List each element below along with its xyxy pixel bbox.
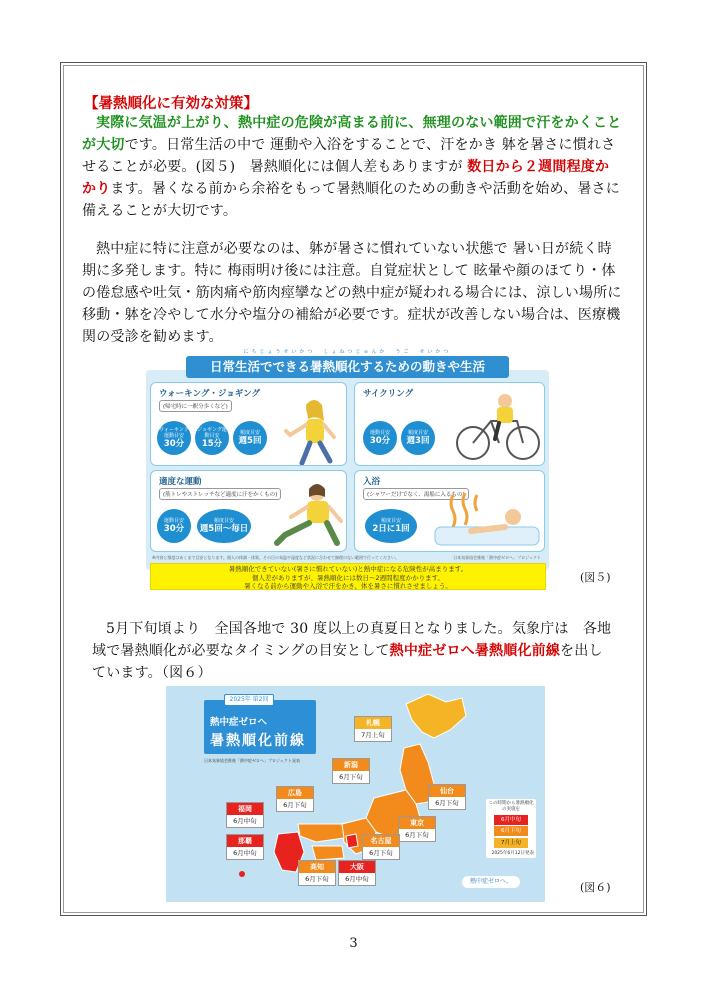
fig5-yellow-line-1: 暑熱順化できていない(暑さに慣れていない)と熱中症になる危険性が高まります。 (228, 565, 468, 573)
fig5-yellow-box (150, 563, 546, 590)
exercise-c1-value: 30分 (163, 523, 185, 534)
walking-note: (帰宅時に一駅分歩くなど) (159, 400, 232, 412)
bath-c1-label: 頻度目安 (380, 517, 401, 524)
fig6-logo: 熱中症ゼロへ。 (462, 876, 520, 888)
cycling-c1-label: 運動目安 (369, 429, 390, 436)
walking-c2-label: ジョギング運動目安 (197, 426, 227, 439)
city-hiroshima: 広島 6月下旬 (276, 786, 314, 812)
p1-green-text: 実際に気温が上がり、熱中症の危険が高まる前に、無理のない範囲で汗をかくことが大切 (82, 115, 622, 153)
walking-circle-2 (195, 421, 229, 455)
fig6-source: 日本気象協会推進「熱中症ゼロへ」プロジェクト発表 (204, 758, 300, 763)
cycling-c1-value: 30分 (369, 435, 391, 446)
walking-c3-label: 頻度目安 (239, 429, 260, 436)
cycling-card (354, 382, 545, 466)
fig5-credit: 日本気象協会推進「熱中症ゼロへ」プロジェクト (453, 555, 541, 560)
city-fukuoka: 福岡 6月中旬 (226, 802, 264, 828)
walking-title: ウォーキング・ジョギング (159, 389, 260, 399)
walking-c3-value: 週5回 (238, 435, 262, 446)
fig5-yellow-line-3: 暑くなる前から運動や入浴で汗をかき、体を暑さに慣れさせましょう。 (244, 582, 452, 590)
stretching-woman-illustration (271, 477, 347, 551)
legend-item-mid-june: 6月中旬 (494, 815, 528, 825)
bath-note: (シャワーだけでなく、湯船に入るもの) (363, 488, 469, 500)
city-tokyo: 東京 6月下旬 (398, 816, 436, 842)
bath-title: 入浴 (363, 477, 381, 487)
exercise-title: 適度な運動 (159, 477, 202, 487)
fig5-title-block (186, 348, 509, 380)
walking-c1-label: ウォーキング運動目安 (159, 426, 189, 439)
paragraph-3 (92, 618, 612, 684)
city-nagoya: 名古屋 6月下旬 (362, 834, 400, 860)
walking-c2-value: 15分 (201, 438, 223, 449)
cycling-circle-1 (363, 421, 397, 455)
walking-card (150, 382, 347, 466)
bathtub-illustration (431, 487, 543, 551)
fig5-yellow-line-2: 個人差がありますが、暑熱順化には数日～2週間程度かかります。 (251, 573, 445, 582)
fig6-label: (図６) (580, 881, 611, 894)
city-kochi: 高知 6月下旬 (298, 860, 336, 886)
fig6-legend (486, 799, 536, 858)
p3-red-text: 熱中症ゼロへ暑熱順化前線 (389, 643, 561, 659)
p1-red-text: 数日から２週間程度かかり (82, 159, 610, 197)
fig6-tag: 2025年 第2回 (224, 694, 274, 706)
city-osaka: 大阪 6月中旬 (338, 860, 376, 886)
cycling-c2-value: 週3回 (406, 435, 430, 446)
cycling-circle-2 (401, 421, 435, 455)
exercise-c1-label: 運動目安 (163, 517, 184, 524)
p3-text-2: を出しています。（図６） (92, 643, 603, 681)
bath-card (354, 470, 545, 552)
figure-5 (146, 348, 549, 590)
exercise-c2-label: 頻度目安 (213, 517, 234, 524)
p1-text-1: です。日常生活の中で 運動や入浴をすることで、汗をかき 躰を暑さに慣れさせることが必要。(図５) 暑熱順化には個人差もありますが (82, 137, 616, 175)
bath-circle-1 (365, 509, 417, 543)
walking-circle-3 (233, 421, 267, 455)
cycling-c2-label: 頻度目安 (407, 429, 428, 436)
city-niigata: 新潟 6月下旬 (332, 758, 370, 784)
fig5-label: (図５) (580, 571, 611, 584)
p1-text-2: ます。暑くなる前から余裕をもって暑熱順化のための動きや活動を始め、暑さに備えることが大切です。 (82, 181, 620, 219)
city-naha: 那覇 6月中旬 (226, 834, 264, 860)
walking-c1-value: 30分 (163, 438, 185, 449)
exercise-card (150, 470, 347, 552)
cycling-title: サイクリング (363, 389, 414, 399)
exercise-circle-1 (157, 509, 191, 543)
exercise-c2-value: 週5回～毎日 (199, 523, 249, 534)
legend-title: この時期から暑熱順化の実施を (488, 801, 534, 812)
legend-item-late-june: 6月下旬 (494, 826, 528, 836)
section-heading: 【暑熱順化に有効な対策】 (84, 95, 258, 112)
p3-text-1: 5月下旬頃より 全国各地で 30 度以上の真夏日となりました。気象庁は 各地域で暑熱順化が必要なタイミングの目安として (92, 621, 612, 659)
fig5-title: 日常生活でできる暑熱順化するための動きや生活 (186, 356, 509, 378)
cyclist-illustration (455, 391, 543, 465)
paragraph-2 (82, 238, 622, 348)
paragraph-1 (82, 112, 622, 222)
walking-circle-1 (157, 421, 191, 455)
city-sendai: 仙台 6月下旬 (428, 784, 466, 810)
bath-c1-value: 2日に1回 (372, 523, 410, 534)
page-number: 3 (349, 936, 358, 951)
legend-item-early-july: 7月上旬 (494, 838, 528, 848)
fig6-title-2: 暑熱順化前線 (210, 733, 306, 749)
exercise-note: (筋トレやストレッチなど適度に汗をかくもの) (159, 488, 281, 500)
fig5-footnote: ※内容と頻度はあくまで目安となります。個人の体調・体質、その日の気温や湿度など状況に合わせて無理のない範囲で行ってください。 (152, 555, 400, 560)
fig6-title-1: 熱中症ゼロへ (210, 717, 268, 728)
exercise-circle-2 (197, 509, 251, 543)
p2-text: 熱中症に特に注意が必要なのは、躰が暑さに慣れていない状態で 暑い日が続く時期に多発します。特に 梅雨明け後には注意。自覚症状として 眩暈や顔のほてり・体の倦怠感や吐気・筋肉痛や筋肉痙攣などの熱中症が疑われる場合には、涼しい場所に移動・躰を冷やして水分や塩分の補給が必要です。症状が改善しない場合は、医療機関の受診を勧めます。 (82, 241, 622, 345)
fig5-ruby: にちじょうせいかつ しょねつじゅんか うご せいかつ (243, 349, 452, 355)
jogging-woman-illustration (276, 395, 346, 466)
legend-date: 2025年6月12日発表 (491, 850, 534, 856)
city-sapporo: 札幌 7月上旬 (354, 716, 392, 742)
figure-6 (166, 686, 545, 902)
